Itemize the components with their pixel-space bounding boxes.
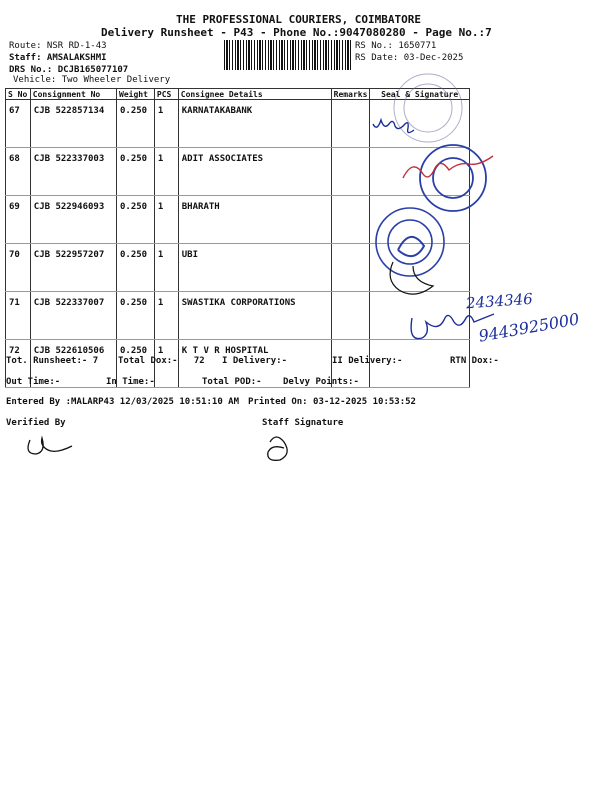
col-seal-signature: Seal & Signature <box>370 89 470 100</box>
runsheet-subtitle: Delivery Runsheet - P43 - Phone No.:9047080280 - Page No.:7 <box>101 26 492 39</box>
vehicle-label: Vehicle: Two Wheeler Delivery <box>13 75 171 85</box>
cell-remarks <box>331 292 370 340</box>
cell-remarks <box>331 148 370 196</box>
cell-signature <box>370 100 470 148</box>
cell-signature <box>370 148 470 196</box>
cell-remarks <box>331 244 370 292</box>
cell-sno: 72 <box>6 340 31 388</box>
drs-label: DRS No.: DCJB165077107 <box>9 65 129 75</box>
total-dox: Total Dox:- 72 <box>118 356 205 366</box>
barcode <box>224 40 352 70</box>
cell-sno: 71 <box>6 292 31 340</box>
i-delivery: I Delivery:- <box>222 356 288 366</box>
cell-pcs: 1 <box>154 196 178 244</box>
cell-remarks <box>331 196 370 244</box>
col-consignee: Consignee Details <box>178 89 331 100</box>
cell-signature <box>370 244 470 292</box>
company-title: THE PROFESSIONAL COURIERS, COIMBATORE <box>176 13 422 26</box>
col-remarks: Remarks <box>331 89 370 100</box>
total-runsheet: Tot. Runsheet:- 7 <box>6 356 99 366</box>
entered-by: Entered By :MALARP43 12/03/2025 10:51:10 AM <box>6 397 239 407</box>
cell-sno: 68 <box>6 148 31 196</box>
verified-by-signature <box>28 438 72 454</box>
ii-delivery: II Delivery:- <box>332 356 403 366</box>
table-row <box>6 292 470 340</box>
route-label: Route: NSR RD-1-43 <box>9 41 107 51</box>
cell-consignee: SWASTIKA CORPORATIONS <box>178 292 331 340</box>
cell-consignee: ADIT ASSOCIATES <box>178 148 331 196</box>
cell-consignment: CJB 522337007 <box>30 292 116 340</box>
col-weight: Weight <box>117 89 155 100</box>
cell-signature <box>370 196 470 244</box>
staff-signature-mark <box>268 437 287 460</box>
cell-consignment: CJB 522957207 <box>30 244 116 292</box>
cell-consignee: K T V R HOSPITAL <box>178 340 331 388</box>
verified-by-label: Verified By <box>6 418 66 428</box>
rtn-dox: RTN Dox:- <box>450 356 499 366</box>
cell-signature <box>370 292 470 340</box>
staff-signature-label: Staff Signature <box>262 418 344 428</box>
cell-pcs: 1 <box>154 244 178 292</box>
cell-consignment: CJB 522337003 <box>30 148 116 196</box>
cell-weight: 0.250 <box>117 196 155 244</box>
staff-label: Staff: AMSALAKSHMI <box>9 53 107 63</box>
table-row <box>6 100 470 148</box>
col-sno: S No <box>6 89 31 100</box>
cell-consignment: CJB 522857134 <box>30 100 116 148</box>
cell-pcs: 1 <box>154 148 178 196</box>
cell-consignee: UBI <box>178 244 331 292</box>
printed-on: Printed On: 03-12-2025 10:53:52 <box>248 397 416 407</box>
cell-sno: 70 <box>6 244 31 292</box>
cell-consignee: KARNATAKABANK <box>178 100 331 148</box>
cell-pcs: 1 <box>154 292 178 340</box>
cell-consignee: BHARATH <box>178 196 331 244</box>
cell-weight: 0.250 <box>117 148 155 196</box>
cell-remarks <box>331 100 370 148</box>
runsheet-table <box>5 88 470 388</box>
in-time: In Time:- <box>106 377 155 387</box>
table-row <box>6 244 470 292</box>
cell-weight: 0.250 <box>117 340 155 388</box>
cell-pcs: 1 <box>154 100 178 148</box>
col-pcs: PCS <box>154 89 178 100</box>
cell-sno: 67 <box>6 100 31 148</box>
total-pod: Total POD:- <box>202 377 262 387</box>
cell-weight: 0.250 <box>117 100 155 148</box>
rs-number: RS No.: 1650771 <box>355 41 437 51</box>
table-row <box>6 148 470 196</box>
rs-date: RS Date: 03-Dec-2025 <box>355 53 464 63</box>
cell-consignment: CJB 522946093 <box>30 196 116 244</box>
handwritten-phone-1: 2434346 <box>465 289 534 313</box>
delivery-points: Delvy Points:- <box>283 377 359 387</box>
handwritten-phone-2: 9443925000 <box>477 309 581 346</box>
table-header <box>6 89 470 100</box>
cell-sno: 69 <box>6 196 31 244</box>
col-consignment: Consignment No <box>30 89 116 100</box>
cell-weight: 0.250 <box>117 244 155 292</box>
cell-weight: 0.250 <box>117 292 155 340</box>
out-time: Out Time:- <box>6 377 61 387</box>
cell-consignment: CJB 522610506 <box>30 340 116 388</box>
cell-pcs: 1 <box>154 340 178 388</box>
table-row <box>6 196 470 244</box>
